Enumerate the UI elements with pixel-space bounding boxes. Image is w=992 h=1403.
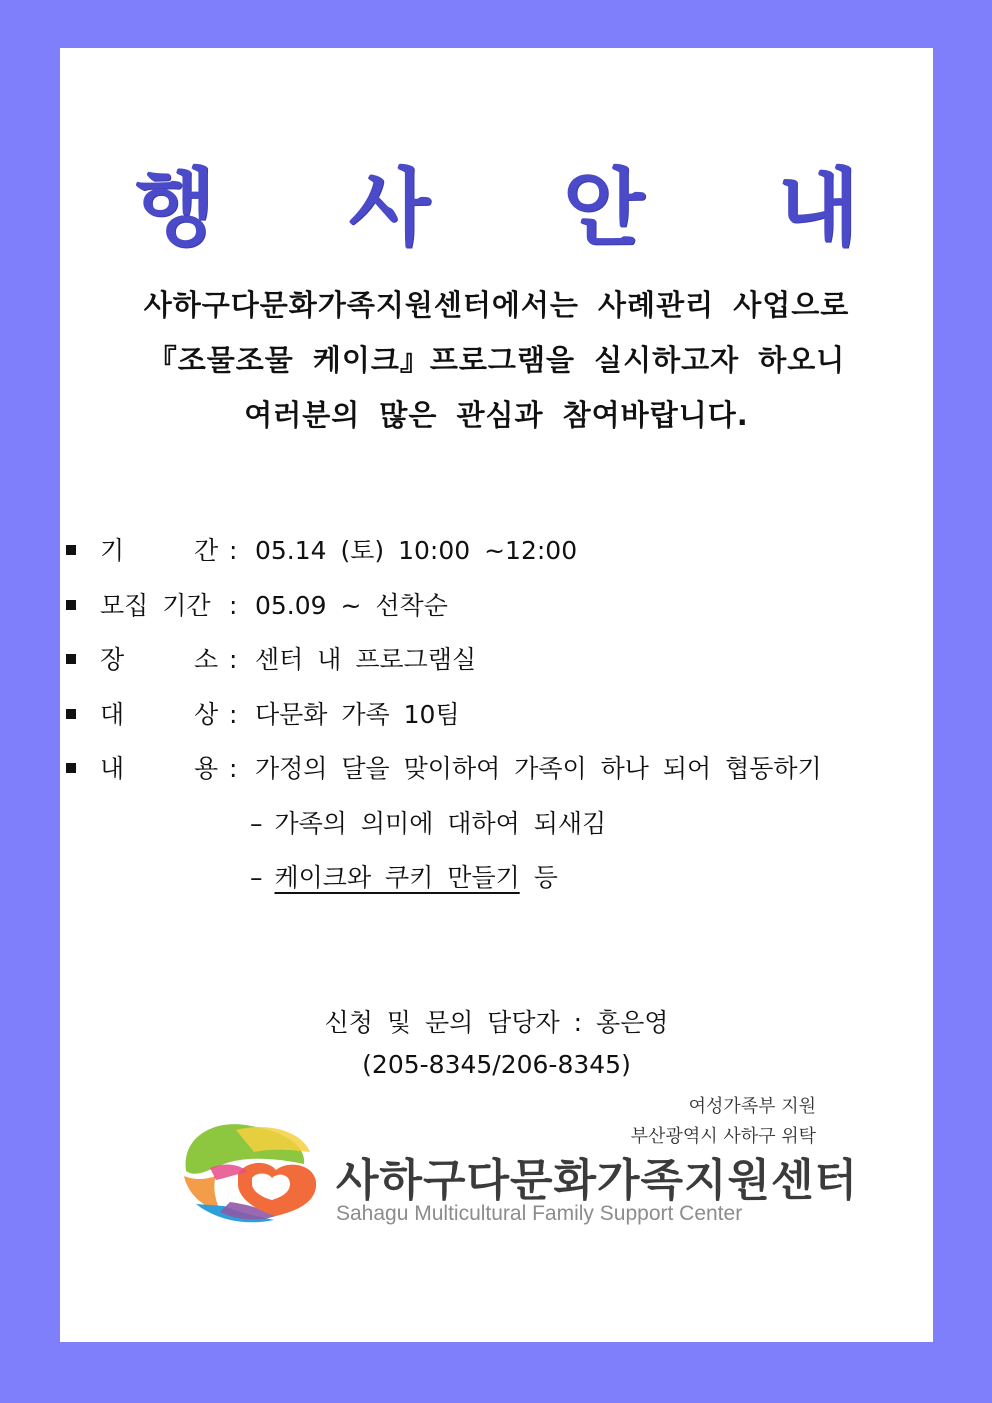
sub-item-1-text: 가족의 의미에 대하여 되새김 <box>274 808 607 838</box>
period-colon: : <box>229 536 238 565</box>
intro-line-1: 사하구다문화가족지원센터에서는 사례관리 사업으로 <box>143 288 850 322</box>
place-value: 센터 내 프로그램실 <box>255 645 477 674</box>
place-label-b: 소 <box>194 645 219 674</box>
place-colon: : <box>229 645 238 674</box>
detail-row-target <box>66 692 926 747</box>
sub-item-1 <box>250 801 606 847</box>
square-bullet-icon <box>66 763 76 773</box>
contact-person: 신청 및 문의 담당자 : 홍은영 <box>324 1008 669 1037</box>
place-label-a: 장 <box>100 645 125 674</box>
period-label-a: 기 <box>100 536 125 565</box>
content-value: 가정의 달을 맞이하여 가족이 하나 되어 협동하기 <box>255 754 822 783</box>
content-colon: : <box>229 754 238 783</box>
square-bullet-icon <box>66 709 76 719</box>
target-value: 다문화 가족 10팀 <box>255 699 460 729</box>
event-details <box>66 528 926 910</box>
recruit-label: 모집 기간 <box>100 590 211 620</box>
detail-row-recruit <box>66 583 926 638</box>
recruit-colon: : <box>229 590 238 620</box>
support-info <box>631 1092 816 1152</box>
recruit-value: 05.09 ~ 선착순 <box>255 590 448 620</box>
notice-page <box>60 48 933 1342</box>
sub-item-2 <box>250 855 558 901</box>
support-line-1: 여성가족부 지원 <box>688 1096 816 1117</box>
square-bullet-icon <box>66 545 76 555</box>
sub-item-2-underlined-text: 케이크와 쿠키 만들기 <box>274 863 520 892</box>
intro-line-3: 여러분의 많은 관심과 참여바랍니다. <box>244 398 749 432</box>
intro-line-2: 『조물조물 케이크』프로그램을 실시하고자 하오니 <box>147 343 846 377</box>
target-colon: : <box>229 699 238 729</box>
detail-subrow-2 <box>66 855 926 910</box>
detail-subrow-1 <box>66 801 926 856</box>
period-label-b: 간 <box>194 536 219 565</box>
contact-phone: (205-8345/206-8345) <box>362 1050 631 1079</box>
content-label-b: 용 <box>194 754 219 783</box>
target-label-a: 대 <box>100 699 125 729</box>
sub-item-2-suffix: 등 <box>533 863 558 892</box>
organization-name-korean: 사하구다문화가족지원센터 <box>336 1155 859 1206</box>
detail-row-place <box>66 637 926 692</box>
contact-info <box>60 1002 933 1086</box>
period-value: 05.14 (토) 10:00 ~12:00 <box>255 536 578 565</box>
square-bullet-icon <box>66 600 76 610</box>
square-bullet-icon <box>66 654 76 664</box>
detail-row-content <box>66 746 926 801</box>
dash-2: – <box>250 863 263 892</box>
center-logo-icon <box>176 1116 326 1228</box>
intro-text <box>60 278 933 443</box>
dash-1: – <box>250 808 263 838</box>
organization-name-english: Sahagu Multicultural Family Support Center <box>336 1202 743 1225</box>
detail-row-period <box>66 528 926 583</box>
target-label-b: 상 <box>194 699 219 729</box>
content-label-a: 내 <box>100 754 125 783</box>
page-title: 행 사 안 내 <box>134 159 911 257</box>
support-line-2: 부산광역시 사하구 위탁 <box>630 1126 816 1147</box>
